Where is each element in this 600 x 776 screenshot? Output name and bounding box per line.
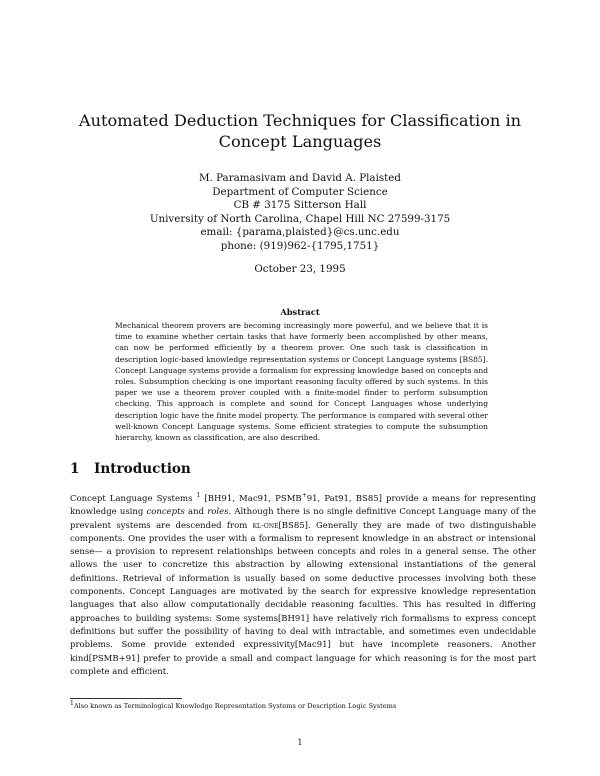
section-number: 1: [70, 461, 80, 477]
affiliation-line: Department of Computer Science: [212, 185, 388, 198]
author-block: [60, 172, 540, 254]
introduction-paragraph: Concept Language Systems $^1$ [BH91, Mac91, PSMB+91, Pat91, BS85] provide a means for representing knowledge using concepts and roles. Although there is no single definitive Concept Language many of the prevalent systems are descended from kl-one[BS85]. Generally they are made of two distinguishable components. One provides the user with a formalism to represent knowledge in an abstract or intensional sense— a provision to represent relationships between concepts and roles in a general sense. The other allows the user to concretize this abstraction by allowing extensional instantiations of the general definitions. Retrieval of information is usually based on some deductive processes involving both these components. Concept Languages are motivated by the search for expressive knowledge representation languages that also allow computationally decidable reasoning faculties. This has resulted in differing approaches to building systems: Some systems[BH91] have relatively rich formalisms to express concept definitions but suffer the possibility of having to deal with intractable, and sometimes even undecidable problems. Some provide extended expressivity[Mac91] but have incomplete reasoners. Another kind[PSMB+91] prefer to provide a small and compact language for which reasoning is for the most part complete and efficient.: [70, 492, 537, 677]
footnote-mark: 1: [70, 699, 74, 707]
affiliation-line: CB # 3175 Sitterson Hall: [233, 199, 367, 212]
abstract-heading: Abstract: [280, 307, 320, 317]
email-line: email: {parama,plaisted}@cs.unc.edu: [200, 226, 400, 239]
footnote-marker: 1: [196, 492, 201, 500]
footnote-text: Also known as Terminological Knowledge Representation Systems or Description Logic Systems: [73, 702, 397, 710]
paper-title: Automated Deduction Techniques for Classification in Concept Languages: [78, 111, 522, 151]
footnote-divider: [70, 698, 182, 699]
page-number: 1: [297, 738, 303, 748]
kl-one-term: kl-one: [252, 520, 279, 531]
emphasis-roles: roles: [207, 507, 229, 518]
paper-date: October 23, 1995: [254, 263, 346, 275]
abstract-text: Mechanical theorem provers are becoming increasingly more powerful, and we believe that it is time to examine whether certain tasks that have formerly been accomplished by other means, can now be performed efficiently by a theorem prover. One such task is classification in description logic-based knowledge representation systems or Concept Language systems [BS85]. Concept Language systems provide a formalism for expressing knowledge based on concepts and roles. Subsumption checking is one important reasoning faculty offered by such systems. In this paper we use a theorem prover coupled with a finite-model finder to perform subsumption checking. This approach is complete and sound for Concept Languages whose underlying description logic have the finite model property. The performance is compared with several other well-known Concept Language systems. Some efficient strategies to compute the subsumption hierarchy, known as classification, are also described.: [115, 321, 488, 443]
affiliation-line: University of North Carolina, Chapel Hill NC 27599-3175: [149, 212, 451, 225]
emphasis-concepts: concepts: [146, 507, 185, 518]
phone-line: phone: (919)962-{1795,1751}: [220, 239, 380, 252]
footnote: [70, 699, 536, 710]
section-heading: [70, 461, 191, 477]
author-names: M. Paramasivam and David A. Plaisted: [199, 172, 401, 184]
section-title: Introduction: [94, 461, 191, 477]
